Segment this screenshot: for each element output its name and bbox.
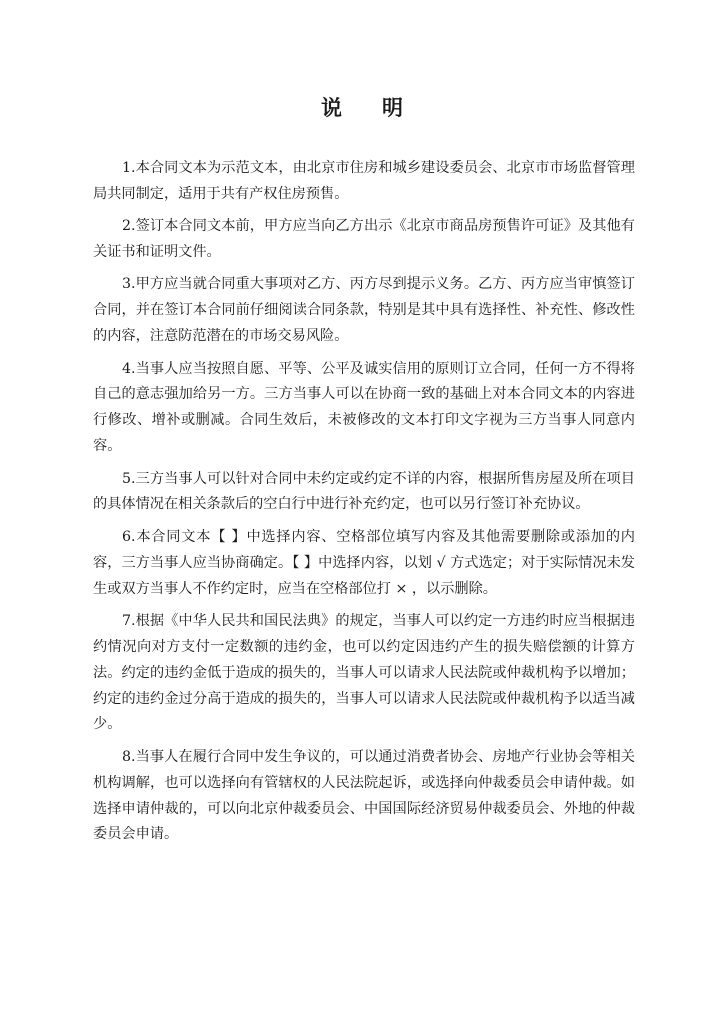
paragraph-8: 8.当事人在履行合同中发生争议的，可以通过消费者协会、房地产行业协会等相关机构调解，也可以选择向有管辖权的人民法院起诉，或选择向仲裁委员会申请仲裁。如选择申请仲裁的，可以向北京仲裁委员会、中国国际经济贸易仲裁委员会、外地的仲裁委员会申请。 <box>93 748 635 843</box>
paragraph-2: 2.签订本合同文本前，甲方应当向乙方出示《北京市商品房预售许可证》及其他有关证书和证明文件。 <box>93 218 635 261</box>
paragraph-5: 5.三方当事人可以针对合同中未约定或约定不详的内容，根据所售房屋及所在项目的具体情况在相关条款后的空白行中进行补充约定，也可以另行签订补充协议。 <box>93 470 635 513</box>
paragraph-4: 4.当事人应当按照自愿、平等、公平及诚实信用的原则订立合同，任何一方不得将自己的意志强加给另一方。三方当事人可以在协商一致的基础上对本合同文本的内容进行修改、增补或删减。合同生效后，未被修改的文本打印文字视为三方当事人同意内容。 <box>93 360 635 455</box>
page-title <box>0 92 724 122</box>
paragraph-1: 1.本合同文本为示范文本，由北京市住房和城乡建设委员会、北京市市场监督管理局共同制定，适用于共有产权住房预售。 <box>93 160 635 202</box>
paragraph-7: 7.根据《中华人民共和国民法典》的规定，当事人可以约定一方违约时应当根据违约情况向对方支付一定数额的违约金，也可以约定因违约产生的损失赔偿额的计算方法。约定的违约金低于造成的损失的，当事人可以请求人民法院或仲裁机构予以增加；约定的违约金过分高于造成的损失的，当事人可以请求人民法院或仲裁机构予以适当减少。 <box>93 612 635 733</box>
paragraph-6: 6.本合同文本【 】中选择内容、空格部位填写内容及其他需要删除或添加的内容，三方当事人应当协商确定。【 】中选择内容，以划 √ 方式选定；对于实际情况未发生或双方当事人不作约定时，应当在空格部位打 × ，以示删除。 <box>93 528 635 597</box>
paragraph-3: 3.甲方应当就合同重大事项对乙方、丙方尽到提示义务。乙方、丙方应当审慎签订合同，并在签订本合同前仔细阅读合同条款，特别是其中具有选择性、补充性、修改性的内容，注意防范潜在的市场交易风险。 <box>93 276 635 345</box>
document-body <box>93 156 635 855</box>
title-char-1: 说 <box>321 96 342 120</box>
title-char-2: 明 <box>382 96 403 120</box>
